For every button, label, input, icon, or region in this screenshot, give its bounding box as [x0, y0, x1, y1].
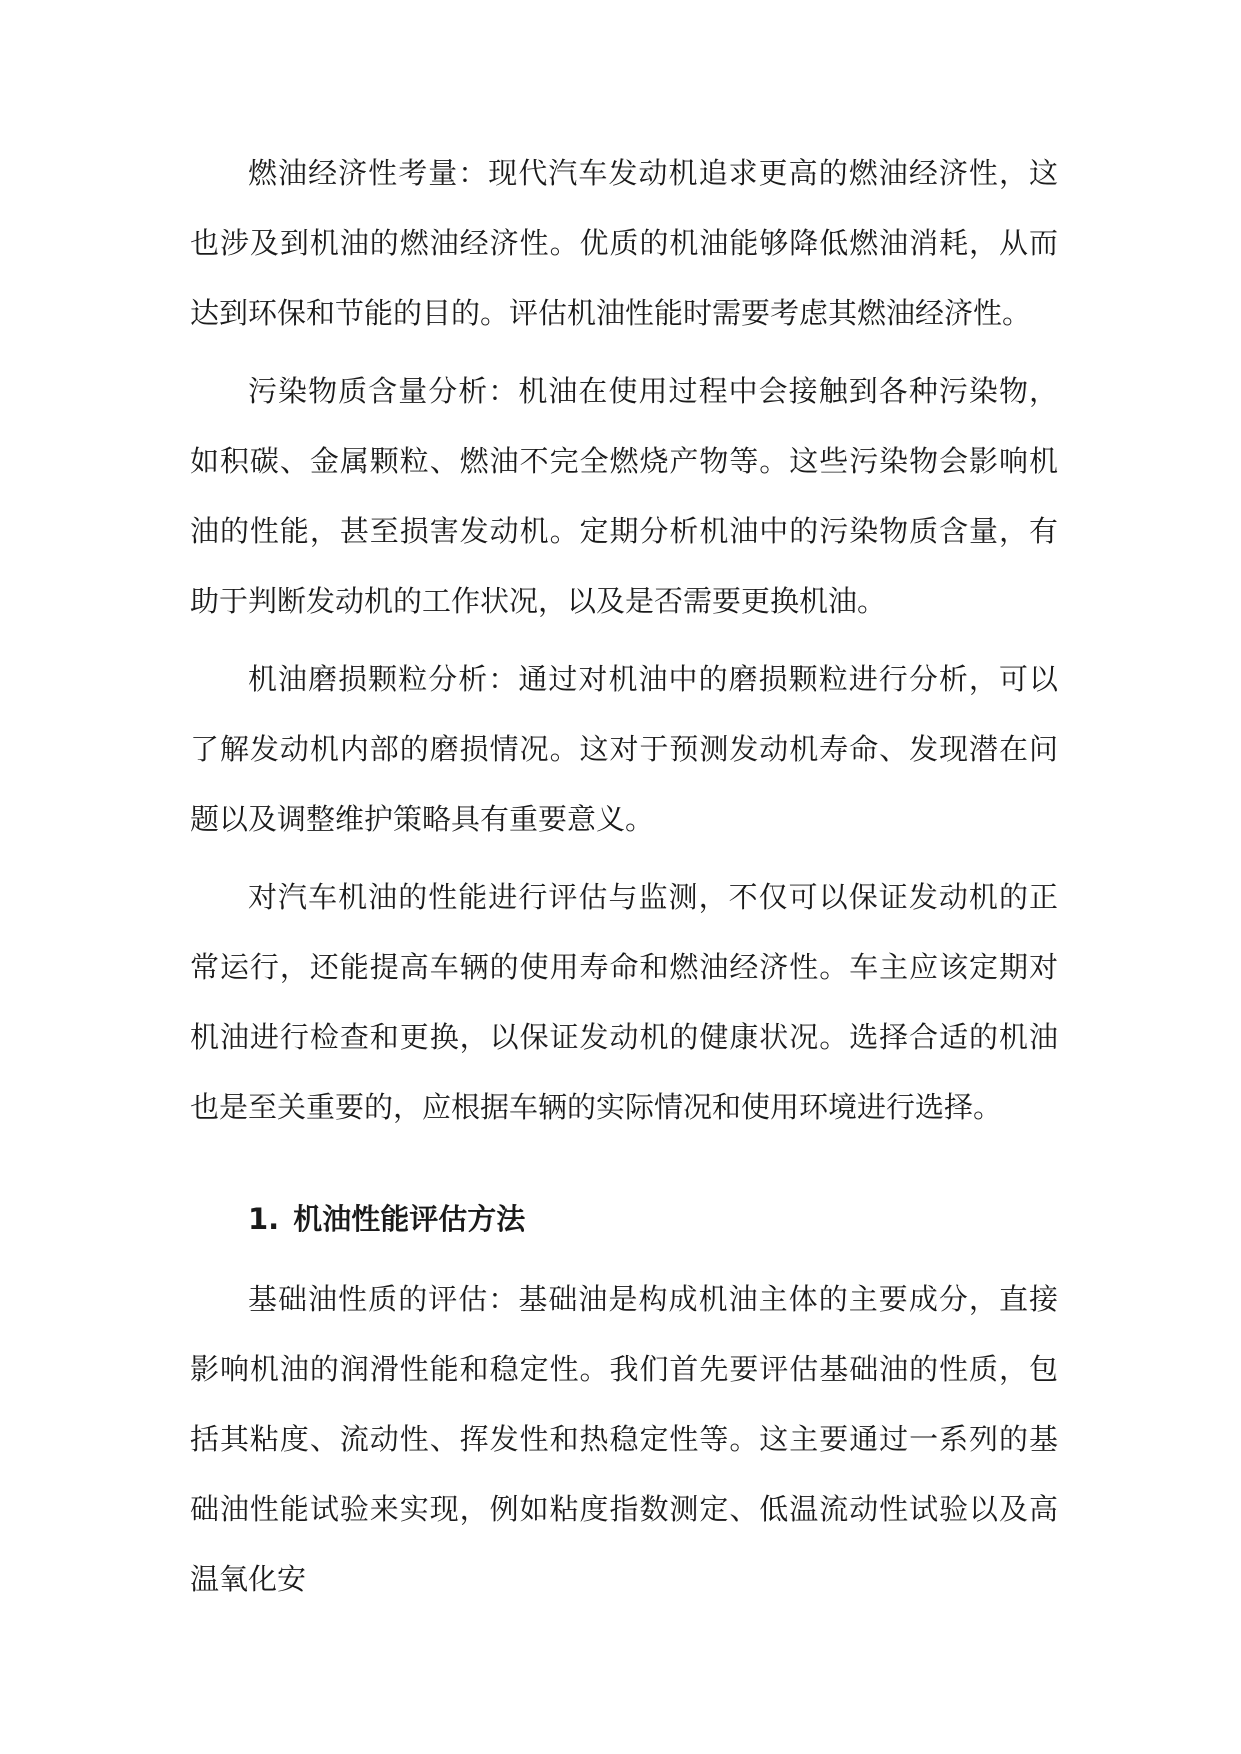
- section-heading: [190, 1184, 1058, 1254]
- paragraph-base-oil-evaluation: 基础油性质的评估：基础油是构成机油主体的主要成分，直接影响机油的润滑性能和稳定性。我们首先要评估基础油的性质，包括其粘度、流动性、挥发性和热稳定性等。这主要通过一系列的基础油性能试验来实现，例如粘度指数测定、低温流动性试验以及高温氧化安: [190, 1282, 1058, 1596]
- paragraph-contaminant-analysis: 污染物质含量分析：机油在使用过程中会接触到各种污染物，如积碳、金属颗粒、燃油不完全燃烧产物等。这些污染物会影响机油的性能，甚至损害发动机。定期分析机油中的污染物质含量，有助于判断发动机的工作状况，以及是否需要更换机油。: [190, 374, 1058, 618]
- paragraph-fuel-economy: 燃油经济性考量：现代汽车发动机追求更高的燃油经济性，这也涉及到机油的燃油经济性。优质的机油能够降低燃油消耗，从而达到环保和节能的目的。评估机油性能时需要考虑其燃油经济性。: [190, 156, 1058, 330]
- paragraph-summary: 对汽车机油的性能进行评估与监测，不仅可以保证发动机的正常运行，还能提高车辆的使用寿命和燃油经济性。车主应该定期对机油进行检查和更换，以保证发动机的健康状况。选择合适的机油也是至关重要的，应根据车辆的实际情况和使用环境进行选择。: [190, 880, 1058, 1124]
- paragraph-wear-particle-analysis: 机油磨损颗粒分析：通过对机油中的磨损颗粒进行分析，可以了解发动机内部的磨损情况。这对于预测发动机寿命、发现潜在问题以及调整维护策略具有重要意义。: [190, 662, 1058, 836]
- document-page: [190, 138, 1058, 1622]
- section-heading-text: 机油性能评估方法: [293, 1202, 526, 1236]
- section-heading-number: 1.: [248, 1202, 280, 1236]
